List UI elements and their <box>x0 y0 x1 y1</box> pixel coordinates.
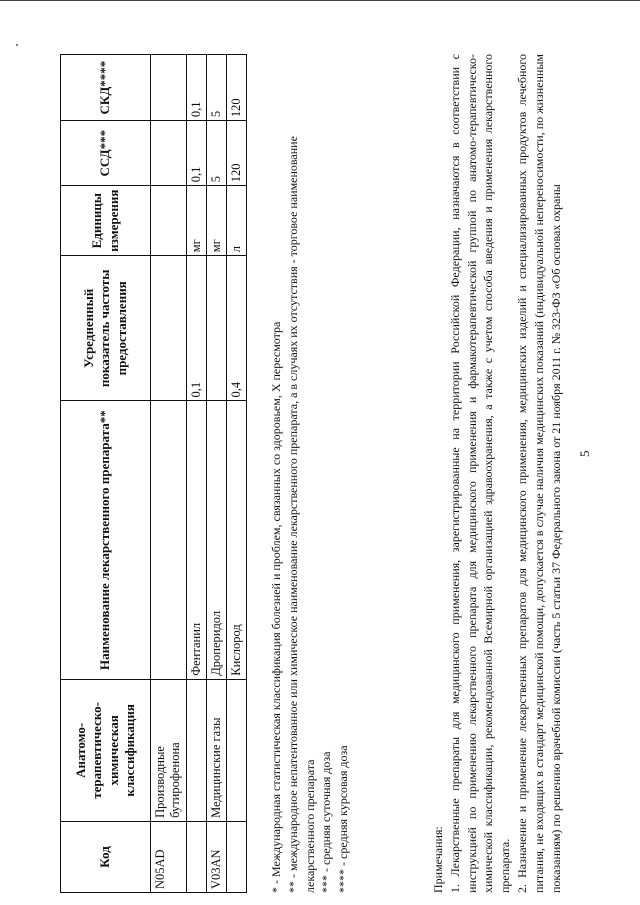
cell-code: V03AN <box>207 821 227 892</box>
remarks <box>430 54 564 893</box>
cell-drug: Кислород <box>227 401 247 679</box>
header-drug: Наименование лекарственного препарата** <box>61 401 151 679</box>
cell-atc <box>187 679 207 821</box>
cell-atc: Медицинские газы <box>207 679 227 821</box>
scan-speck <box>16 44 18 46</box>
header-atc: Анатомо-терапевтическо-химическая классификация <box>61 679 151 821</box>
cell-drug: Фентанил <box>187 401 207 679</box>
cell-code <box>187 821 207 892</box>
table-row <box>227 55 247 893</box>
cell-unit: мг <box>187 186 207 256</box>
cell-ssd <box>151 121 187 186</box>
cell-unit: л <box>227 186 247 256</box>
cell-atc <box>227 679 247 821</box>
footnote-ssd: *** - средняя суточная доза <box>319 751 334 893</box>
cell-drug <box>151 401 187 679</box>
cell-code: N05AD <box>151 821 187 892</box>
footnote-inn: ** - международное непатентованное или химическое наименование лекарственного препарата, а в случаях их отсутствия - торговое наименование лекарственного препарата <box>285 136 317 893</box>
cell-drug: Дроперидол <box>207 401 227 679</box>
header-avg: Усредненный показатель частоты предоставления <box>61 256 151 401</box>
cell-unit <box>151 186 187 256</box>
rotated-page <box>20 13 620 893</box>
header-skd: СКД**** <box>61 55 151 121</box>
cell-avg: 0,4 <box>227 256 247 401</box>
cell-avg <box>207 256 227 401</box>
cell-unit: мг <box>207 186 227 256</box>
cell-skd: 120 <box>227 55 247 121</box>
table-row <box>151 55 187 893</box>
cell-atc: Производные бутирофенона <box>151 679 187 821</box>
cell-avg <box>151 256 187 401</box>
footnotes <box>268 54 352 893</box>
cell-ssd: 5 <box>207 121 227 186</box>
cell-skd: 5 <box>207 55 227 121</box>
remarks-heading: Примечания: <box>431 826 445 893</box>
cell-ssd: 120 <box>227 121 247 186</box>
cell-avg: 0,1 <box>187 256 207 401</box>
scan-top-edge <box>0 0 640 1</box>
page-number: 5 <box>577 450 592 457</box>
table-header-row <box>61 55 151 893</box>
cell-code <box>227 821 247 892</box>
drug-table <box>60 54 247 893</box>
footnote-skd: **** - средняя курсовая доза <box>336 745 351 893</box>
header-ssd: ССД*** <box>61 121 151 186</box>
table-row <box>187 55 207 893</box>
cell-ssd: 0,1 <box>187 121 207 186</box>
remark-item: 2. Назначение и применение лекарственных препаратов для медицинского применения, медицинских изделий и специализированных продуктов лечебного питания, не входящих в стандарт медицинской помощи, допускается в случае наличия медицинских показаний (индивидуальной непереносимости, по жизненным показаниям) по решению врачебной комиссии (часть 5 статьи 37 Федерального закона от 21 ноября 2011 г. № 323-ФЗ «Об основах охраны <box>514 54 563 893</box>
footnote-icd: * - Международная статистическая классификация болезней и проблем, связанных со здоровьем, X пересмотра <box>269 321 283 893</box>
header-unit: Единицы измерения <box>61 186 151 256</box>
cell-skd: 0,1 <box>187 55 207 121</box>
cell-skd <box>151 55 187 121</box>
header-code: Код <box>61 821 151 892</box>
table-row <box>207 55 227 893</box>
remark-item: 1. Лекарственные препараты для медицинского применения, зарегистрированные на территории Российской Федерации, назначаются в соответствии с инструкцией по применению лекарственного препарата для медицинского применения и фармакотерапевтической группой по анатомо-терапевтическо-химической классификации, рекомендованной Всемирной организацией здравоохранения, а также с учетом способа введения и применения лекарственного препарата. <box>447 54 513 893</box>
